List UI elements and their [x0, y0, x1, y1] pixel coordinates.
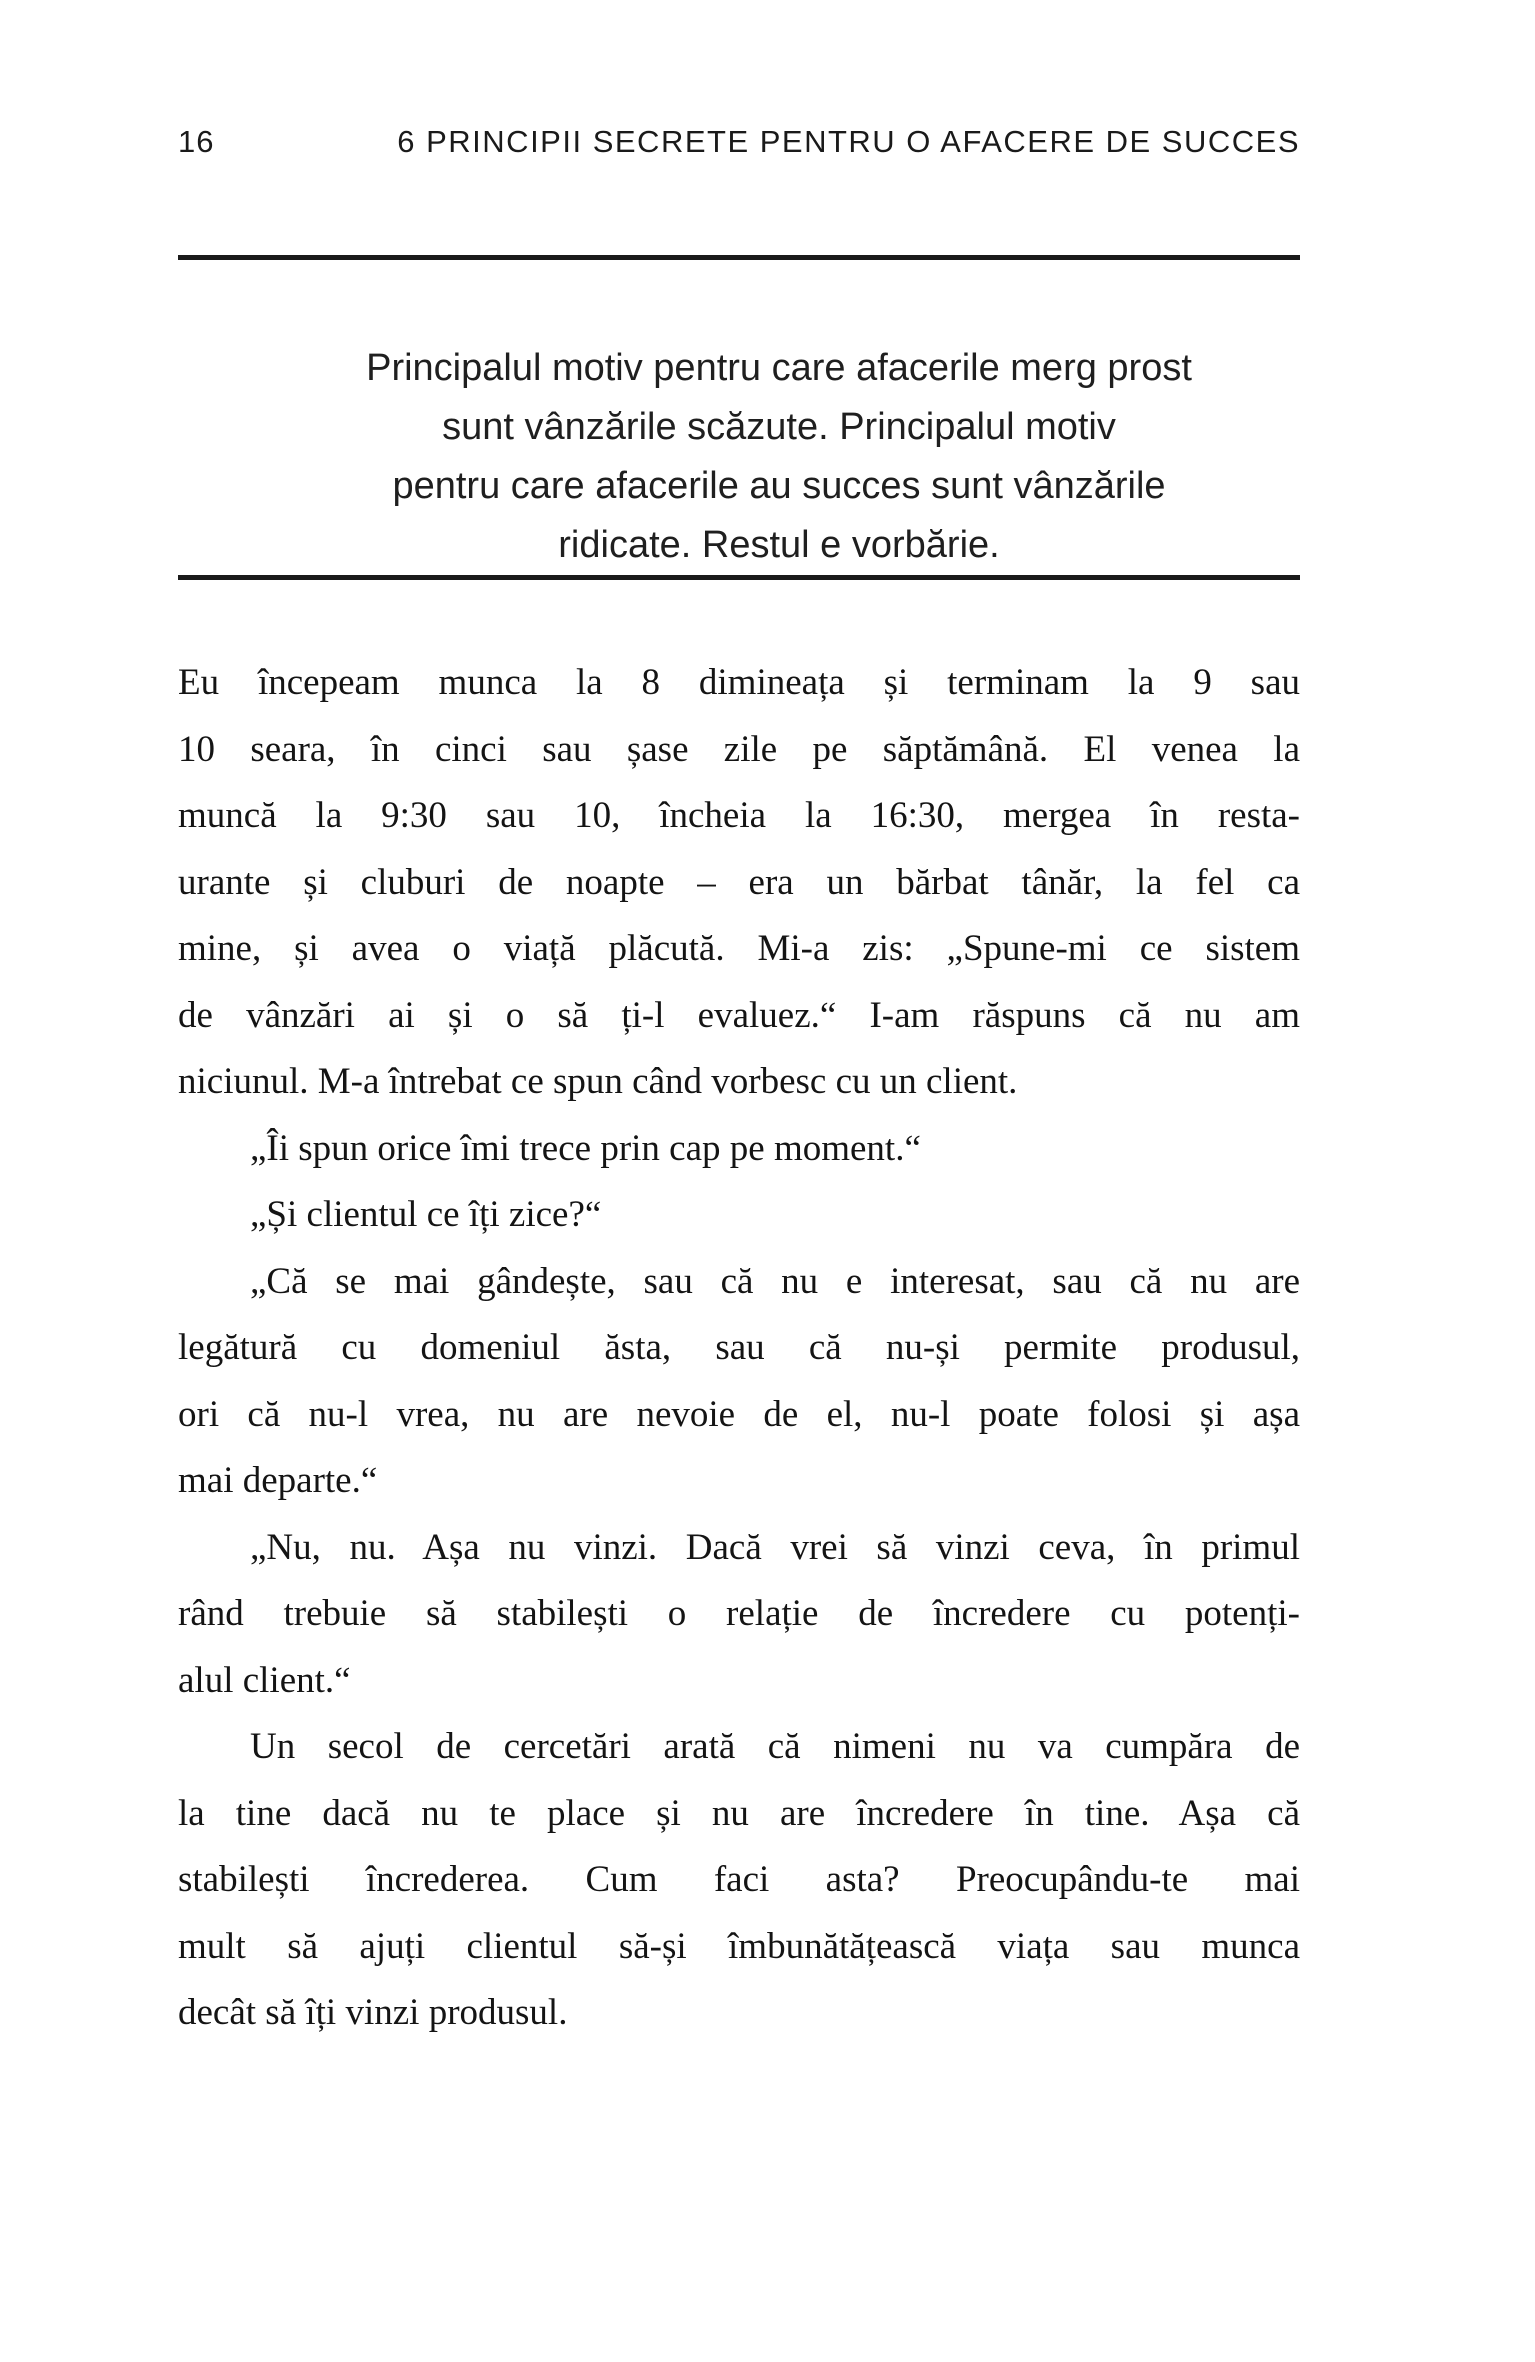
text-line: de vânzări ai și o să ți-l evaluez.“ I-am răspuns că nu am	[178, 994, 1300, 1036]
text-line: mai departe.“	[178, 1460, 378, 1501]
text-line: rând trebuie să stabilești o relație de încredere cu potenți-	[178, 1593, 1300, 1634]
paragraph	[178, 1249, 1300, 1515]
epigraph-line: pentru care afacerile au succes sunt vânzările	[392, 465, 1166, 507]
text-line: la tine dacă nu te place și nu are încredere în tine. Așa că	[178, 1792, 1300, 1834]
paragraph	[178, 1116, 1300, 1183]
page-number: 16	[178, 124, 215, 159]
paragraph	[178, 1714, 1300, 2047]
text-line: Un secol de cercetări arată că nimeni nu va cumpăra de	[250, 1726, 1300, 1767]
text-line: ori că nu-l vrea, nu are nevoie de el, nu-l poate folosi și așa	[178, 1393, 1300, 1435]
text-line: alul client.“	[178, 1659, 351, 1701]
paragraph	[178, 650, 1300, 1116]
text-line: Eu începeam munca la 8 dimineața și terminam la 9 sau	[178, 662, 1300, 703]
text-line: niciunul. M-a întrebat ce spun când vorbesc cu un client.	[178, 1061, 1018, 1102]
text-line: „Nu, nu. Așa nu vinzi. Dacă vrei să vinzi ceva, în primul	[250, 1526, 1300, 1568]
text-line: „Îi spun orice îmi trece prin cap pe moment.“	[250, 1127, 921, 1169]
text-line: mine, și avea o viață plăcută. Mi-a zis: „Spune-mi ce sistem	[178, 928, 1300, 969]
text-line: mult să ajuți clientul să-și îmbunătățească viața sau munca	[178, 1925, 1300, 1967]
text-line: stabilești încrederea. Cum faci asta? Preocupându-te mai	[178, 1859, 1300, 1900]
epigraph-quote	[218, 339, 1340, 575]
text-line: decât să îți vinzi produsul.	[178, 1992, 568, 2033]
text-line: „Că se mai gândește, sau că nu e interesat, sau că nu are	[250, 1260, 1300, 1302]
text-line: 10 seara, în cinci sau șase zile pe săptămână. El venea la	[178, 728, 1300, 770]
text-line: legătură cu domeniul ăsta, sau că nu-și permite produsul,	[178, 1327, 1300, 1368]
text-line: urante și cluburi de noapte – era un bărbat tânăr, la fel ca	[178, 861, 1300, 903]
epigraph-line: ridicate. Restul e vorbărie.	[558, 524, 1000, 566]
page-header	[178, 122, 1300, 162]
paragraph	[178, 1182, 1300, 1249]
body-text	[178, 650, 1300, 2047]
epigraph-line: sunt vânzările scăzute. Principalul motiv	[442, 406, 1116, 448]
epigraph-line: Principalul motiv pentru care afacerile merg prost	[366, 347, 1192, 389]
epigraph-bottom-rule	[178, 575, 1300, 580]
text-line: „Și clientul ce îți zice?“	[250, 1194, 602, 1235]
paragraph	[178, 1515, 1300, 1715]
epigraph-top-rule	[178, 255, 1300, 260]
running-head-title: 6 PRINCIPII SECRETE PENTRU O AFACERE DE SUCCES	[397, 124, 1300, 159]
text-line: muncă la 9:30 sau 10, încheia la 16:30, mergea în resta-	[178, 795, 1300, 836]
